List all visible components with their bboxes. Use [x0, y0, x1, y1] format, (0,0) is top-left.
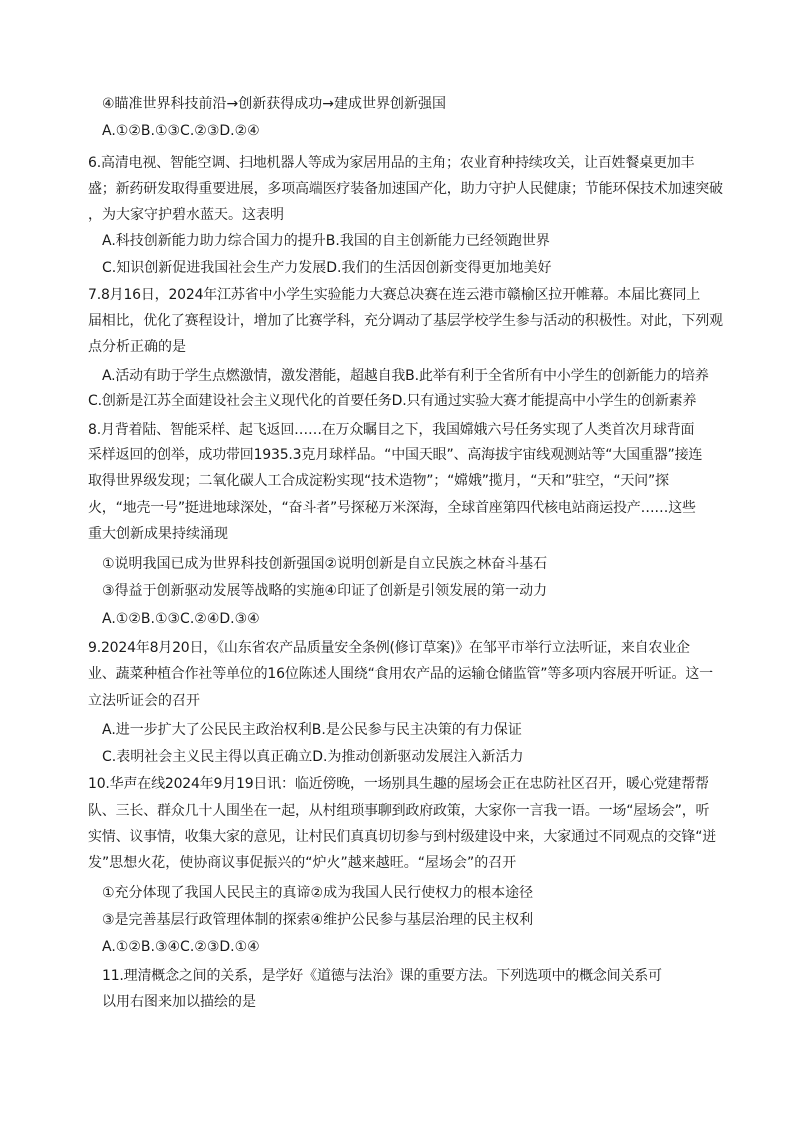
question-7-stem-cont: 届相比，优化了赛程设计，增加了比赛学科，充分调动了基层学校学生参与活动的积极性。对此，下列观	[88, 313, 723, 329]
question-6-stem: 6.高清电视、智能空调、扫地机器人等成为家居用品的主角；农业育种持续攻关，让百姓餐桌更加丰	[88, 155, 695, 171]
question-7-stem-cont: 点分析正确的是	[88, 339, 186, 355]
question-8-stem: 8.月背着陆、智能采样、起飞返回……在万众瞩目之下，我国嫦娥六号任务实现了人类首次月球背面	[88, 422, 695, 438]
question-10-stem-cont: 发”思想火花，使协商议事促振兴的“炉火”越来越旺。“屋场会”的召开	[88, 855, 517, 871]
question-11-stem-cont: 以用右图来加以描绘的是	[102, 994, 256, 1010]
question-8-stem-cont: 重大创新成果持续涌现	[88, 526, 228, 542]
question-9-stem-cont: 立法听证会的召开	[88, 693, 200, 709]
question-6-options-ab: A.科技创新能力助力综合国力的提升B.我国的自主创新能力已经领跑世界	[102, 233, 550, 249]
question-9-options-ab: A.进一步扩大了公民民主政治权利B.是公民参与民主决策的有力保证	[102, 722, 522, 738]
question-10-statements-34: ③是完善基层行政管理体制的探索④维护公民参与基层治理的民主权利	[102, 912, 534, 928]
question-7-stem: 7.8月16日，2024年江苏省中小学生实验能力大赛总决赛在连云港市赣榆区拉开帷幕。本届比赛同上	[88, 287, 701, 303]
option-line: ④瞄准世界科技前沿→创新获得成功→建成世界创新强国	[102, 96, 447, 112]
question-7-options-ab: A.活动有助于学生点燃激情，激发潜能，超越自我B.此举有利于全省所有中小学生的创新能力的培养	[102, 368, 709, 384]
question-6-stem-cont: 盛；新药研发取得重要进展，多项高端医疗装备加速国产化，助力守护人民健康；节能环保技术加速突破	[88, 181, 723, 197]
question-9-stem: 9.2024年8月20日，《山东省农产品质量安全条例(修订草案)》在邹平市举行立法听证，来自农业企	[88, 640, 690, 656]
question-10-stem: 10.华声在线2024年9月19日讯：临近傍晚，一场别具生趣的屋场会正在忠防社区召开，暖心党建帮帮	[88, 776, 709, 792]
question-10-stem-cont: 队、三长、群众几十人围坐在一起，从村组琐事聊到政府政策，大家你一言我一语。一场“屋场会”，听	[88, 803, 710, 819]
question-10-choices: A.①②B.③④C.②③D.①④	[102, 939, 260, 955]
question-9-options-cd: C.表明社会主义民主得以真正确立D.为推动创新驱动发展注入新活力	[102, 749, 524, 765]
question-10-stem-cont: 实情、议事情，收集大家的意见，让村民们真真切切参与到村级建设中来，大家通过不同观点的交锋“迸	[88, 829, 717, 845]
answer-choices: A.①②B.①③C.②③D.②④	[102, 123, 260, 139]
question-7-options-cd: C.创新是江苏全面建设社会主义现代化的首要任务D.只有通过实验大赛才能提高中小学生的创新素养	[88, 393, 697, 409]
question-8-stem-cont: 采样返回的创举，成功带回1935.3克月球样品。“中国天眼”、高海拔宇宙线观测站等“大国重器”接连	[88, 447, 703, 463]
question-8-statements-12: ①说明我国已成为世界科技创新强国②说明创新是自立民族之林奋斗基石	[102, 556, 548, 572]
question-8-stem-cont: 火，“地壳一号”挺进地球深处，“奋斗者”号探秘万米深海，全球首座第四代核电站商运投产……这些	[88, 500, 696, 516]
question-6-options-cd: C.知识创新促进我国社会生产力发展D.我们的生活因创新变得更加地美好	[102, 260, 552, 276]
question-8-statements-34: ③得益于创新驱动发展等战略的实施④印证了创新是引领发展的第一动力	[102, 583, 548, 599]
question-10-statements-12: ①充分体现了我国人民民主的真谛②成为我国人民行使权力的根本途径	[102, 885, 534, 901]
question-8-stem-cont: 取得世界级发现；二氧化碳人工合成淀粉实现“技术造物”；“嫦娥”揽月，“天和”驻空，“天问”探	[88, 473, 669, 489]
question-9-stem-cont: 业、蔬菜种植合作社等单位的16位陈述人围绕“食用农产品的运输仓储监管”等多项内容展开听证。这一	[88, 666, 713, 682]
question-8-choices: A.①②B.①③C.②④D.③④	[102, 611, 260, 627]
question-6-stem-cont: ，为大家守护碧水蓝天。这表明	[88, 207, 284, 223]
question-11-stem: 11.理清概念之间的关系，是学好《道德与法治》课的重要方法。下列选项中的概念间关系可	[102, 968, 662, 984]
